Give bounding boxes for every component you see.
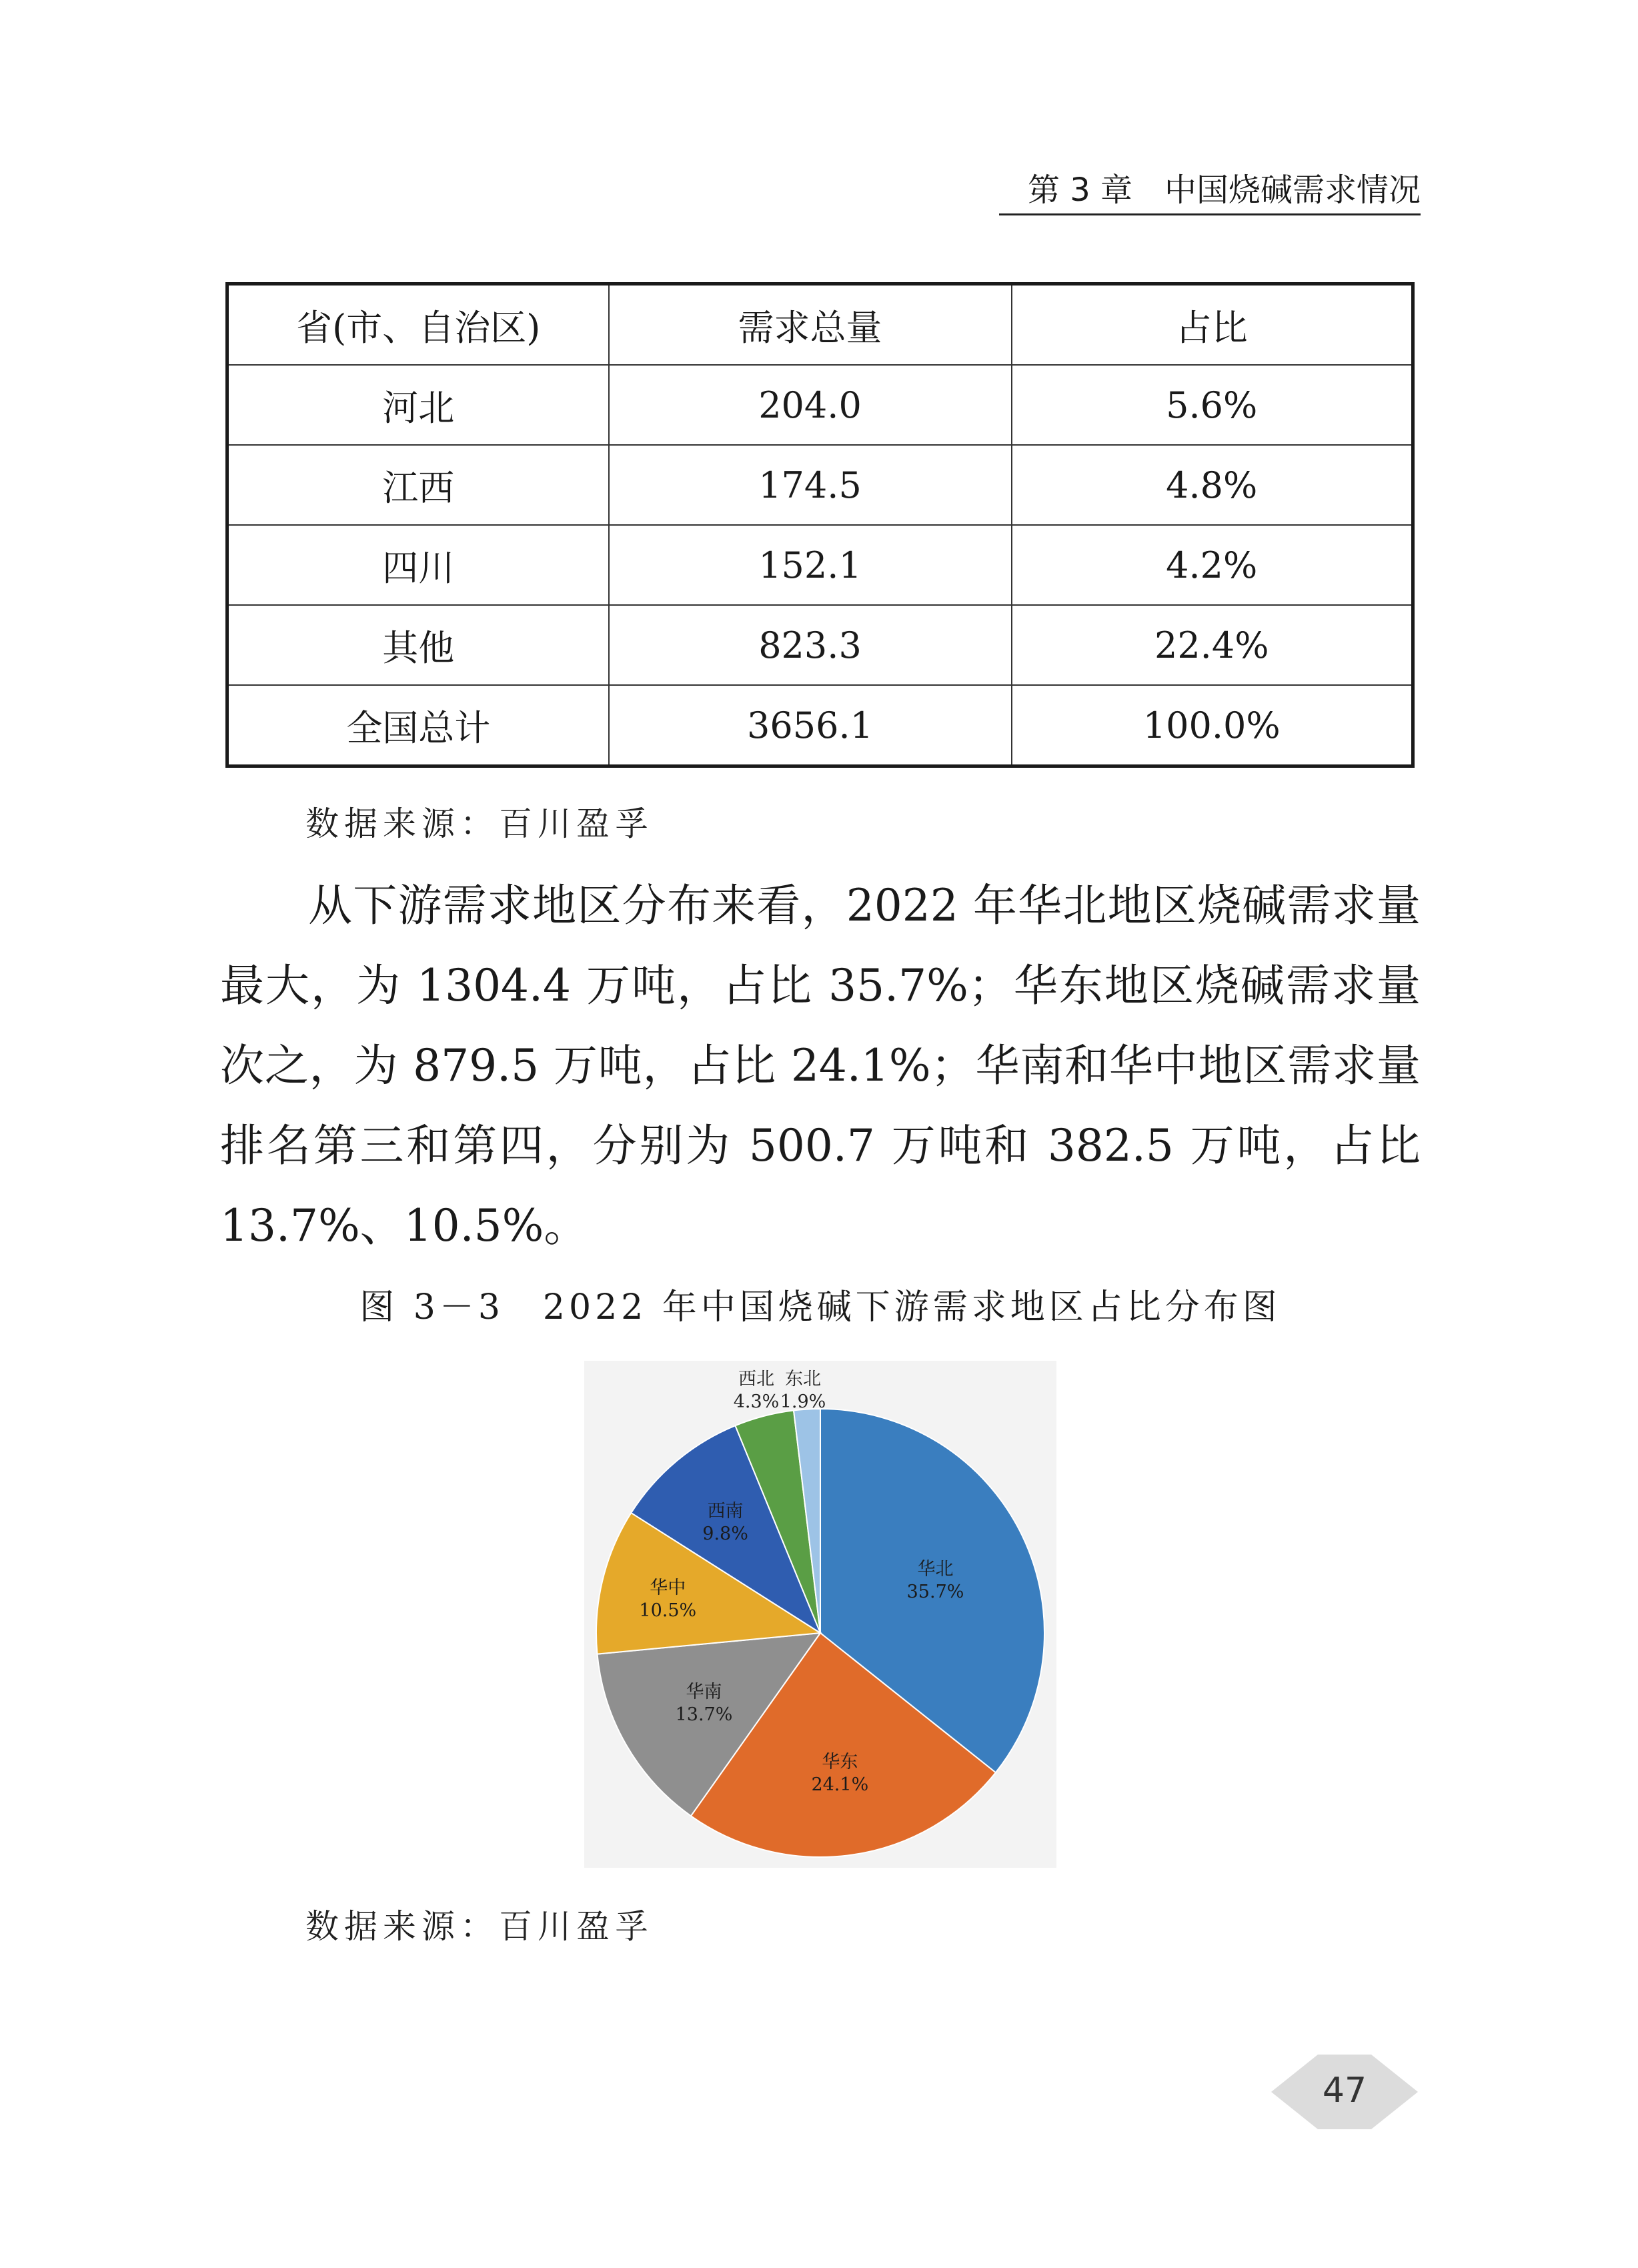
cell-share: 5.6% [1012, 365, 1413, 445]
slice-name-label: 华东 [822, 1752, 858, 1773]
table-row [227, 605, 1413, 685]
cell-demand: 3656.1 [609, 685, 1012, 766]
header-cell-province: 省(市、自治区) [227, 284, 609, 366]
cell-share: 100.0% [1012, 685, 1413, 766]
slice-name-label: 华中 [650, 1578, 686, 1599]
header-cell-share: 占比 [1012, 284, 1413, 366]
slice-value-label: 13.7% [675, 1704, 733, 1725]
slice-value-label: 10.5% [639, 1600, 697, 1622]
table-row [227, 365, 1413, 445]
slice-name-label: 西南 [707, 1501, 744, 1522]
slice-name-label: 东北 [785, 1369, 821, 1389]
cell-share: 22.4% [1012, 605, 1413, 685]
slice-name-label: 华北 [917, 1558, 954, 1580]
table-row [227, 685, 1413, 766]
slice-value-label: 24.1% [811, 1774, 869, 1796]
figure-source-note: 数据来源：百川盈孚 [305, 1907, 654, 1946]
chapter-header: 第 3 章 中国烧碱需求情况 [1027, 171, 1421, 209]
body-text: 从下游需求地区分布来看，2022 年华北地区烧碱需求量最大，为 1304.4 万吨，占比 35.7%；华东地区烧碱需求量次之，为 879.5 万吨，占比 24.1%；华南和华中地区需求量排名第三和第四，分别为 500.7 万吨和 382.5 万吨，占比 13.7%、10.5%。 [220, 880, 1421, 1251]
table-row [227, 445, 1413, 525]
table-header-row [227, 284, 1413, 366]
header-cell-demand: 需求总量 [609, 284, 1012, 366]
slice-value-label: 1.9% [780, 1391, 826, 1412]
cell-demand: 152.1 [609, 525, 1012, 605]
slice-name-label: 西北 [738, 1369, 774, 1389]
cell-province: 河北 [227, 365, 609, 445]
slice-value-label: 9.8% [702, 1524, 748, 1545]
header-rule [999, 213, 1421, 215]
cell-province: 四川 [227, 525, 609, 605]
pie-chart-figure [584, 1361, 1056, 1868]
page-number: 47 [1322, 2071, 1367, 2111]
slice-name-label: 华南 [686, 1681, 722, 1702]
cell-demand: 174.5 [609, 445, 1012, 525]
pie-chart [584, 1361, 1056, 1868]
cell-share: 4.8% [1012, 445, 1413, 525]
table-row [227, 525, 1413, 605]
slice-value-label: 35.7% [906, 1581, 964, 1602]
demand-table [225, 282, 1415, 768]
table-source-note: 数据来源：百川盈孚 [305, 804, 654, 843]
figure-caption: 图 3－3 2022 年中国烧碱下游需求地区占比分布图 [359, 1287, 1281, 1327]
cell-demand: 204.0 [609, 365, 1012, 445]
cell-province: 全国总计 [227, 685, 609, 766]
body-paragraph [220, 866, 1421, 1266]
cell-share: 4.2% [1012, 525, 1413, 605]
slice-value-label: 4.3% [733, 1391, 780, 1412]
cell-province: 江西 [227, 445, 609, 525]
cell-demand: 823.3 [609, 605, 1012, 685]
cell-province: 其他 [227, 605, 609, 685]
